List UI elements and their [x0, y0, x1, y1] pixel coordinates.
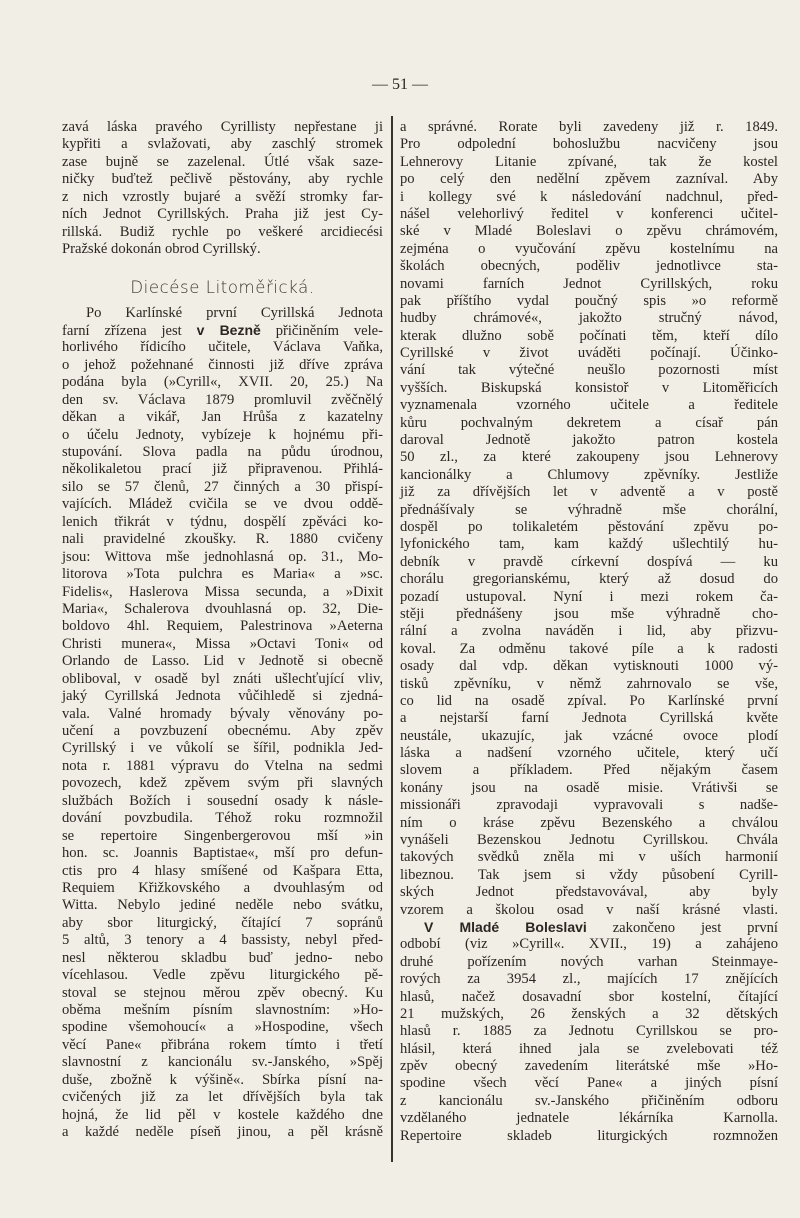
text-line: litorova »Tota pulchra es Maria« a »sc.	[62, 566, 383, 583]
text-line: službách Božích i sousední osady k násle-	[62, 792, 383, 809]
text-line: 21 mužských, 26 ženských a 32 dětských	[400, 1005, 778, 1022]
text-line: rillská. Budiž rychle po veškeré arcidiecési	[62, 223, 383, 240]
text-line: Lehnerovy Litanie zpívané, tak že kostel	[400, 153, 778, 170]
text-line: den sv. Václava 1879 promluvil zvěčnělý	[62, 391, 383, 408]
text-line: libeznou. Tak jsem si vždy působení Cyrill-	[400, 866, 778, 883]
text-line: koval. Za odměnu takové píle a k radosti	[400, 640, 778, 657]
text-line: Pro odpolední bohoslužbu nacvičeny jsou	[400, 136, 778, 153]
text-line: a správné. Rorate byli zavedeny již r. 1849.	[400, 119, 778, 135]
text-line: Repertoire skladeb liturgických rozmnožen	[400, 1127, 778, 1144]
text-line: nesl některou skladbu buď jedno- nebo	[62, 949, 383, 966]
text-line: 5 altů, 3 tenory a 4 bassisty, nebyl před-	[62, 932, 383, 949]
intro-paragraph	[62, 119, 383, 259]
text-line: ských Jednot představovával, aby byly	[400, 884, 778, 901]
text-line: po celý den nedělní zpěvem zazníval. Aby	[400, 171, 778, 188]
text-line: Christi munera«, Missa »Octavi Toni« od	[62, 635, 383, 652]
text-line: stoval se stejnou měrou zpěv obecný. Ku	[62, 984, 383, 1001]
text-line: lyfonického tam, kam každý ušlechtilý hu-	[400, 536, 778, 553]
text-line: takových svědků zněla mi v uších harmonií	[400, 849, 778, 866]
text-line: děkan a vikář, Jan Hrůša z kazatelny	[62, 409, 383, 426]
text-line: přednášívaly se výhradně mše chorální,	[400, 501, 778, 518]
text-line: vyznamenala vzorného učitele a ředitele	[400, 397, 778, 414]
text-line: kypřiti a svlažovati, aby zaschlý stromek	[62, 136, 383, 153]
text-line: cvičených již za let dřívějších byla tak	[62, 1089, 383, 1106]
text-line: podána byla (»Cyrill«, XVII. 20, 25.) Na	[62, 374, 383, 391]
text-line: jaký Cyrillská Jednota vůčihledě si zjedná-	[62, 688, 383, 705]
text-line: několikaletou prací již připravenou. Přihlá-	[62, 461, 383, 478]
text-line: věcí Pane« přibrána rokem tímto i třetí	[62, 1036, 383, 1053]
text-line: osady dal vdp. děkan vytisknouti 1000 vý-	[400, 658, 778, 675]
text-line: dování povzbudila. Téhož roku rozmnožil	[62, 810, 383, 827]
text-line: stupování. Slova padla na půdu úrodnou,	[62, 444, 383, 460]
text-line: silo se 57 členů, 27 činných a 30 přispí-	[62, 478, 383, 495]
text-line: horlivého řídicího učitele, Václava Vaňka,	[62, 339, 383, 356]
text-line: hlasů r. 1885 za Jednotu Cyrillskou se pro-	[400, 1023, 778, 1040]
text-line: stěji přednášeny jsou mše výhradně cho-	[400, 605, 778, 622]
left-column	[62, 119, 383, 1142]
text-line: se repertoire Singenbergerovou mší »in	[62, 827, 383, 844]
text-line: konány jsou na osadě misie. Vrátivši se	[400, 779, 778, 796]
text-line	[62, 322, 383, 339]
text-line: vícehlasou. Vedle zpěvu liturgického pě-	[62, 967, 383, 984]
text-line: z nich vzrostly bujaré a svěží stromky far-	[62, 188, 383, 205]
text-line: boldovo 4hl. Requiem, Palestrinova »Aeterna	[62, 618, 383, 635]
text-line: vyšších. Biskupská konsistoř v Litoměřicích	[400, 379, 778, 396]
text-line: hlásil, která ihned jala se zvelebovati též	[400, 1040, 778, 1057]
text-line: slovem a příkladem. Před nějakým časem	[400, 762, 778, 779]
text-line: missionáři zpravodaji vypravovali s nadše-	[400, 797, 778, 814]
text-line: neustále, ukazujíc, jak vzácné ovoce plodí	[400, 727, 778, 744]
text-line: druhé pořízením nových varhan Steinmaye-	[400, 953, 778, 970]
text-line: duše, zbožně k výšině«. Sbírka písní na-	[62, 1071, 383, 1088]
text-line: hlasů, načež dosavadní sbor kostelní, čítající	[400, 988, 778, 1005]
text-line: vajících. Mládež cvičila se ve dvou oddě-	[62, 496, 383, 513]
text-line: učení a povzbuzení obecnému. Aby zpěv	[62, 723, 383, 739]
text-line: daroval Jednotě jakožto patron kostela	[400, 432, 778, 449]
text-line: obliboval, v osadě byl znáti ušlechťující vliv,	[62, 670, 383, 687]
text-line: vzdělaného jednatele lékárníka Karnolla.	[400, 1110, 778, 1127]
text-line: vala. Valné hromady bývaly věnovány po-	[62, 705, 383, 722]
text-line: rových za 3954 zl., majících 17 znějících	[400, 971, 778, 988]
text-line: i kollegy své k následování nadchnul, před-	[400, 188, 778, 205]
text-line: pak příštího vydal poučný spis »o reformě	[400, 292, 778, 309]
text-line: zejména o vyučování zpěvu kostelnímu na	[400, 240, 778, 257]
text-line: z kancionálu sv.-Janského přičiněním odboru	[400, 1092, 778, 1109]
right-column	[400, 119, 778, 1145]
text-line: hon. sc. Joannis Baptistae«, mší pro defun-	[62, 845, 383, 862]
text-line: Requiem Křižkovského a dvouhlasým od	[62, 879, 383, 896]
bold-place-name: V Mladé Boleslavi	[424, 918, 587, 935]
text-line: slavnostní z kancionálu sv.-Janského, »Spěj	[62, 1054, 383, 1071]
text-line: hudby chrámové«, jakožto stručný návod,	[400, 310, 778, 327]
mlada-boleslav-paragraph	[400, 919, 778, 1145]
text-line: rální a zvolna naváděn i lid, aby přizvu-	[400, 623, 778, 640]
column-divider	[391, 116, 393, 1162]
text-line: debník v pravdě církevní dospívá — ku	[400, 553, 778, 570]
continued-paragraph	[400, 119, 778, 919]
text-line: jsou: Wittova mše jednohlasná op. 31., Mo-	[62, 548, 383, 565]
text-line: ctis pro 4 hlasy smíšené od Kašpara Etta,	[62, 862, 383, 879]
text-line: spodine všech věcí Pane« a jiných písní	[400, 1075, 778, 1092]
text-line: již za dřívějších let v adventě a v postě	[400, 484, 778, 501]
text-line: ním o kráse zpěvu Bezenského a chválou	[400, 814, 778, 831]
text-line: vání tak výtečné neušlo pozornosti míst	[400, 362, 778, 379]
text-line: spodine všemohoucí« a »Hospodine, všech	[62, 1019, 383, 1036]
text-line: kterak dlužno sobě počínati těm, kteří dílo	[400, 327, 778, 344]
text-line: tisků zpěvníku, v němž zahrnovalo se vše,	[400, 675, 778, 692]
text-line: pozadí ustupoval. Nyní i mezi rokem ča-	[400, 588, 778, 605]
text-line: zpěv obecný zavedením literátské mše »Ho-	[400, 1058, 778, 1075]
text-line: zase bujně se zazelenal. Útlé však saze-	[62, 153, 383, 170]
text-line: povozech, kdež zpěvem svým při slavných	[62, 775, 383, 792]
text-line: Fidelis«, Haslerova Missa secunda, a »Dixit	[62, 583, 383, 600]
text-line: dospěl po tolikaletém pěstování zpěvu po-	[400, 518, 778, 535]
text-line: a každé neděle píseň jinou, a pěl krásně	[62, 1124, 383, 1141]
text-line: Cyrillské v život uváděti počínají. Účinko-	[400, 345, 778, 362]
text-segment: farní zřízena jest	[62, 322, 197, 339]
text-line: zavá láska pravého Cyrillisty nepřestane ji	[62, 119, 383, 135]
text-line	[400, 919, 778, 936]
bezno-paragraph	[62, 305, 383, 1142]
section-heading: Diecése Litoměřická.	[130, 277, 315, 297]
text-line: kancionálky a Chlumovy zpěvníky. Jestliže	[400, 466, 778, 483]
bold-place-name: v Bezně	[196, 321, 261, 338]
text-line: ské v Mladé Boleslavi o zpěvu chrámovém,	[400, 223, 778, 240]
text-line: Maria«, Schalerova dvouhlasná op. 32, Die-	[62, 600, 383, 617]
text-line: hojná, že lid pěl v kostele každého dne	[62, 1106, 383, 1123]
text-line: odbobí (viz »Cyrill«. XVII., 19) a zahájeno	[400, 936, 778, 953]
text-line: novami farních Jednot Cyrillských, roku	[400, 275, 778, 292]
text-line: oběma mešním písním slavnostním: »Ho-	[62, 1002, 383, 1018]
text-line: chorálu gregorianskému, který až dosud do	[400, 571, 778, 588]
text-line: aby sbor liturgický, čítající 7 sopránů	[62, 914, 383, 931]
page-number: — 51 —	[372, 76, 428, 93]
text-line: vynášeli Bezenskou Jednotu Cyrillskou. Chvála	[400, 832, 778, 849]
text-line: nášel velehorlivý ředitel v konferenci učitel-	[400, 205, 778, 222]
text-line: kůru pochvalným dekretem a císař pán	[400, 414, 778, 431]
text-line: školách obecných, poděliv jednotlivce sta-	[400, 258, 778, 275]
text-line: Orlando de Lasso. Lid v Jednotě si obecně	[62, 653, 383, 670]
text-line: Witta. Nebylo jediné neděle nebo svátku,	[62, 897, 383, 914]
text-line: lenich třikrát v týdnu, dospělí zpěváci ko-	[62, 513, 383, 530]
text-segment: přičiněním vele-	[260, 322, 383, 339]
text-line: ničky buďtež pečlivě pěstovány, aby rychle	[62, 171, 383, 188]
text-line: ních Jednot Cyrillských. Praha již jest Cy-	[62, 206, 383, 223]
text-segment: zakončeno jest první	[586, 919, 778, 936]
text-line: vzorem a školou osad v naší krásné vlasti.	[400, 901, 778, 918]
text-line: o jehož požehnané činnosti již dříve zpráva	[62, 356, 383, 373]
text-line: láska a nadšení vzorného učitele, který učí	[400, 745, 778, 762]
text-line: nota r. 1881 výpravu do Vtelna na sedmi	[62, 757, 383, 774]
text-line: Pražské dokonán obrod Cyrillský.	[62, 241, 261, 258]
text-line: Cyrillský i ve vůkolí se šířil, podnikla Jed-	[62, 740, 383, 757]
text-line: a nejstarší farní Jednota Cyrillská květe	[400, 710, 778, 727]
text-line: Po Karlínské první Cyrillská Jednota	[86, 304, 383, 321]
text-line: 50 zl., za které zakoupeny jsou Lehnerovy	[400, 449, 778, 466]
text-line: nali pravidelné zkoušky. R. 1880 cvičeny	[62, 531, 383, 548]
text-line: co lid na osadě zpíval. Po Karlínské první	[400, 692, 778, 709]
text-line: o účelu Jednoty, vybízeje k hojnému při-	[62, 426, 383, 443]
